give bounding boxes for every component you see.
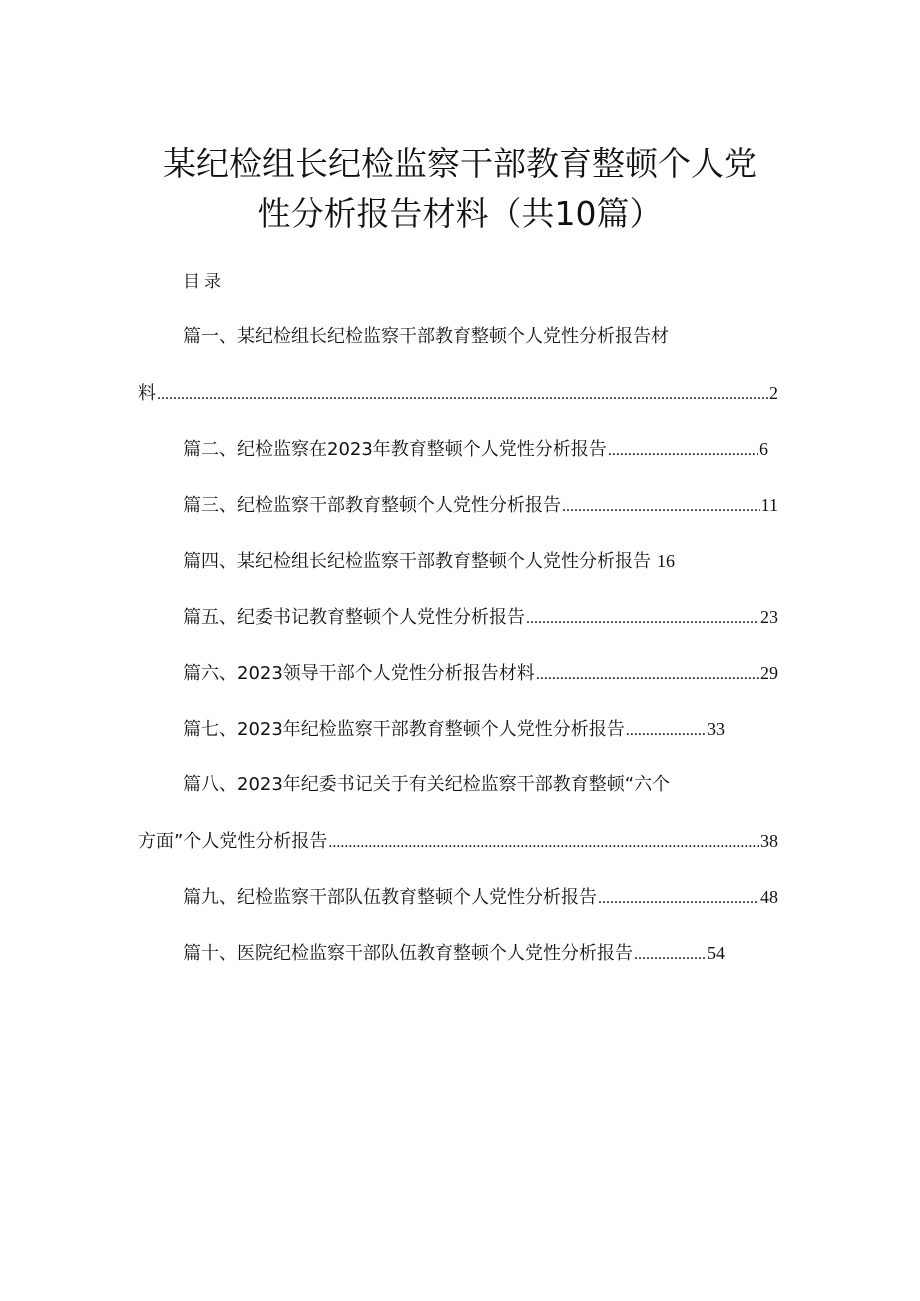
document-title-line-1: 某纪检组长纪检监察干部教育整顿个人党 [163,144,757,183]
toc-entry-4-text: 篇四、某纪检组长纪检监察干部教育整顿个人党性分析报告 [183,551,651,572]
toc-leader-dots [562,494,760,520]
toc-entry-10-page: 54 [707,943,725,963]
document-title-line-2: 性分析报告材料（共10篇） [257,194,663,233]
toc-leader-dots [626,718,706,744]
toc-heading: 目录 [183,272,225,292]
toc-entry-3-page: 11 [760,495,778,515]
toc-entry-8-page: 38 [760,831,778,851]
toc-entry-6-text: 篇六、2023领导干部个人党性分析报告材料 [183,663,535,684]
toc-entry-5-page: 23 [760,607,778,627]
toc-entry-9-page: 48 [760,887,778,907]
toc-entry-1-line-2: 料 [138,383,156,404]
toc-entry-7[interactable] [183,716,725,742]
toc-entry-9-text: 篇九、纪检监察干部队伍教育整顿个人党性分析报告 [183,887,597,908]
toc-leader-dots [157,382,768,408]
toc-leader-dots [608,438,758,464]
toc-leader-dots [634,942,706,968]
toc-entry-3-text: 篇三、纪检监察干部教育整顿个人党性分析报告 [183,495,561,516]
toc-leader-dots [526,606,759,632]
toc-entry-1-page: 2 [769,383,778,403]
toc-entry-9[interactable] [183,884,778,910]
toc-entry-8-line-1[interactable]: 篇八、2023年纪委书记关于有关纪检监察干部教育整顿“六个 [183,774,671,795]
toc-entry-5[interactable] [183,604,778,630]
toc-entry-2[interactable] [183,436,768,462]
toc-entry-1[interactable] [138,380,778,406]
toc-entry-2-text: 篇二、纪检监察在2023年教育整顿个人党性分析报告 [183,439,607,460]
toc-leader-dots [536,662,759,688]
toc-entry-10-text: 篇十、医院纪检监察干部队伍教育整顿个人党性分析报告 [183,943,633,964]
toc-entry-5-text: 篇五、纪委书记教育整顿个人党性分析报告 [183,607,525,628]
toc-entry-4[interactable] [183,548,675,574]
toc-entry-6[interactable] [183,660,778,686]
toc-entry-1-line-1[interactable]: 篇一、某纪检组长纪检监察干部教育整顿个人党性分析报告材 [183,326,669,347]
toc-entry-7-page: 33 [707,719,725,739]
toc-entry-7-text: 篇七、2023年纪检监察干部教育整顿个人党性分析报告 [183,719,625,740]
toc-entry-6-page: 29 [760,663,778,683]
toc-entry-8-line-2: 方面”个人党性分析报告 [138,831,328,852]
toc-entry-10[interactable] [183,940,725,966]
toc-leader-dots [598,886,759,912]
toc-entry-4-page: 16 [657,551,675,571]
toc-leader-dots [328,830,759,856]
toc-entry-2-page: 6 [759,439,768,459]
toc-entry-3[interactable] [183,492,778,518]
toc-entry-8[interactable] [138,828,778,854]
